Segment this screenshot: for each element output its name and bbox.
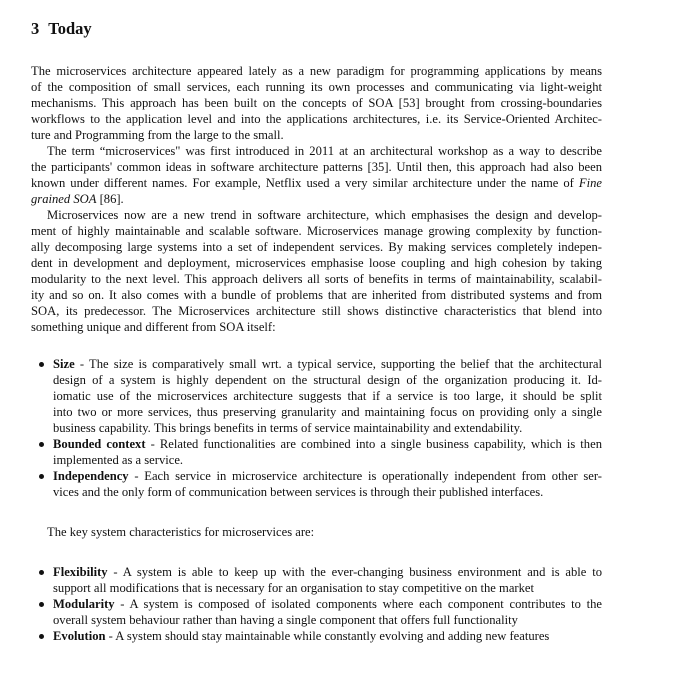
text-line: vices and the only form of communication between services is through their published interfaces.: [53, 485, 544, 499]
text-line: modularity to the next level. This approach delivers all sorts of benefits in terms of maintainability, scalabil-: [31, 272, 602, 286]
bullet-icon: [39, 362, 44, 367]
text-line: The term “microservices" was first introduced in 2011 at an architectural workshop as a way to describe: [47, 144, 602, 158]
text-line: iomatic use of the microservices architecture suggests that if a service is too large, it should be split: [53, 389, 602, 403]
text-line: the participants' common ideas in software architecture patterns [35]. Until then, this approach had also been: [31, 160, 602, 174]
text-line: The microservices architecture appeared lately as a new paradigm for programming applications by means: [31, 64, 602, 78]
text-line-with-italic: [31, 175, 602, 191]
text-span: known under different names. For example, Netflix used a very similar architecture under the name of: [31, 176, 574, 190]
text-line: ally decomposing large systems into a set of independent services. By making services completely indepen-: [31, 240, 602, 254]
text-line: something unique and different from SOA itself:: [31, 320, 276, 334]
italic-term: Fine: [578, 176, 602, 190]
text-span: - The size is comparatively small wrt. a typical service, supporting the belief that the architectural: [74, 357, 602, 371]
list-term: Evolution: [53, 629, 106, 643]
text-line: Microservices now are a new trend in software architecture, which emphasises the design and develop-: [47, 208, 602, 222]
text-line: overall system behaviour rather than having a single component that offers full functionality: [53, 613, 518, 627]
text-line: business capability. This brings benefits in terms of service maintainability and extendability.: [53, 421, 523, 435]
section-number: 3: [31, 19, 40, 38]
text-span: - A system should stay maintainable while constantly evolving and adding new features: [105, 629, 550, 643]
text-line: [53, 596, 602, 612]
text-line: [53, 356, 602, 372]
text-line: SOA, its predecessor. The Microservices architecture still shows distinctive characteristics that blend into: [31, 304, 602, 318]
list-term: Bounded context: [53, 437, 146, 451]
text-line: support all modifications that is necessary for an organisation to stay competitive on the market: [53, 581, 535, 595]
text-span: - Related functionalities are combined into a single business capability, which is then: [145, 437, 602, 451]
text-line: [53, 564, 602, 580]
text-line: workflows to the application level and into the applications architectures, i.e. its Service-Oriented Architec-: [31, 112, 602, 126]
key-characteristics-intro: The key system characteristics for microservices are:: [47, 525, 315, 539]
text-span: - Each service in microservice architecture is operationally independent from other ser-: [128, 469, 602, 483]
citation: [86].: [99, 192, 124, 206]
text-line: ment of highly maintainable and scalable software. Microservices manage growing complexity by function-: [31, 224, 602, 238]
text-span: - A system is able to keep up with the ever-changing business environment and is able to: [107, 565, 602, 579]
text-line: dent in development and deployment, microservices emphasise loose coupling and high cohesion by taking: [31, 256, 602, 270]
bullet-icon: [39, 474, 44, 479]
text-line: mechanisms. This approach has been built on the concepts of SOA [53] brought from crossing-boundaries: [31, 96, 602, 110]
bullet-icon: [39, 602, 44, 607]
text-line: [53, 436, 602, 452]
list-term: Modularity: [53, 597, 115, 611]
text-line: of the composition of small services, each running its own processes and communicating via light-weight: [31, 80, 602, 94]
section-heading: [31, 19, 92, 39]
text-line: ity and so on. It also comes with a bundle of problems that are inherited from distributed systems and from: [31, 288, 602, 302]
text-span: - A system is composed of isolated components where each component contributes to the: [114, 597, 602, 611]
list-term: Flexibility: [53, 565, 108, 579]
bullet-icon: [39, 442, 44, 447]
text-line: [53, 628, 602, 644]
section-title: Today: [48, 19, 92, 38]
list-term: Size: [53, 357, 75, 371]
bullet-icon: [39, 634, 44, 639]
bullet-icon: [39, 570, 44, 575]
text-line: ture and Programming from the large to the small.: [31, 128, 284, 142]
italic-term: grained SOA: [31, 192, 97, 206]
text-line: into two or more services, thus preserving granularity and maintaining focus on providing only a single: [53, 405, 602, 419]
list-term: Independency: [53, 469, 129, 483]
text-line: design of a system is highly dependent on the structural design of the organization producing it. Id-: [53, 373, 602, 387]
text-line-with-italic: [31, 191, 602, 207]
text-line: [53, 468, 602, 484]
text-line: implemented as a service.: [53, 453, 184, 467]
